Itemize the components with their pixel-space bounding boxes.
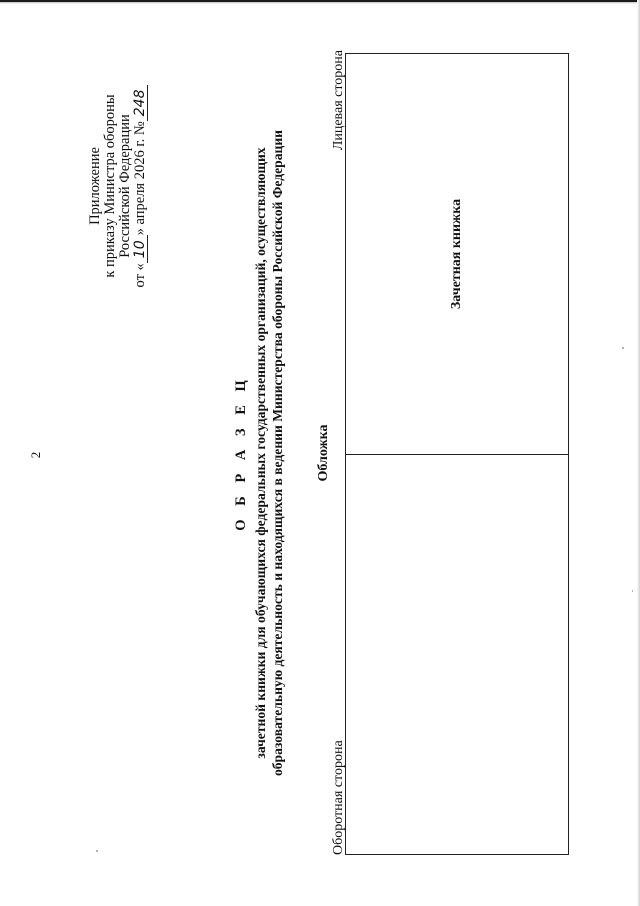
date-prefix: от «: [132, 263, 148, 288]
subtitle-line-1: зачетной книжки для обучающихся федеральных государственных организаций, осуществляющих: [253, 147, 268, 759]
appendix-block: [88, 56, 148, 316]
date-middle: » апреля 2026 г. №: [132, 121, 148, 236]
front-cover-title: Зачетная книжка: [449, 198, 464, 310]
appendix-order-ref: к приказу Министра обороны: [102, 94, 118, 278]
handwritten-order-number: 248: [134, 85, 148, 122]
document-title: О Б Р А З Е Ц: [233, 375, 249, 531]
cover-frame: [345, 53, 569, 855]
scan-edge-top: [0, 0, 640, 4]
front-side-label: Лицевая сторона: [331, 50, 346, 151]
document-subtitle: [252, 56, 286, 850]
appendix-federation: Российской Федерации: [117, 114, 133, 258]
cover-divider: [346, 454, 568, 455]
page-number: 2: [28, 451, 43, 459]
appendix-label: Приложение: [87, 147, 103, 225]
scan-speck: [622, 347, 624, 349]
scan-speck: [632, 590, 633, 592]
subtitle-line-2: образовательную деятельность и находящихся в ведении Министерства обороны Российской Федерации: [270, 129, 285, 777]
handwritten-day: 10: [134, 235, 148, 263]
document-sheet: [40, 48, 600, 858]
appendix-date-line: [133, 56, 148, 316]
back-side-label: Оборотная сторона: [331, 740, 346, 855]
cover-heading: Обложка: [316, 424, 331, 482]
